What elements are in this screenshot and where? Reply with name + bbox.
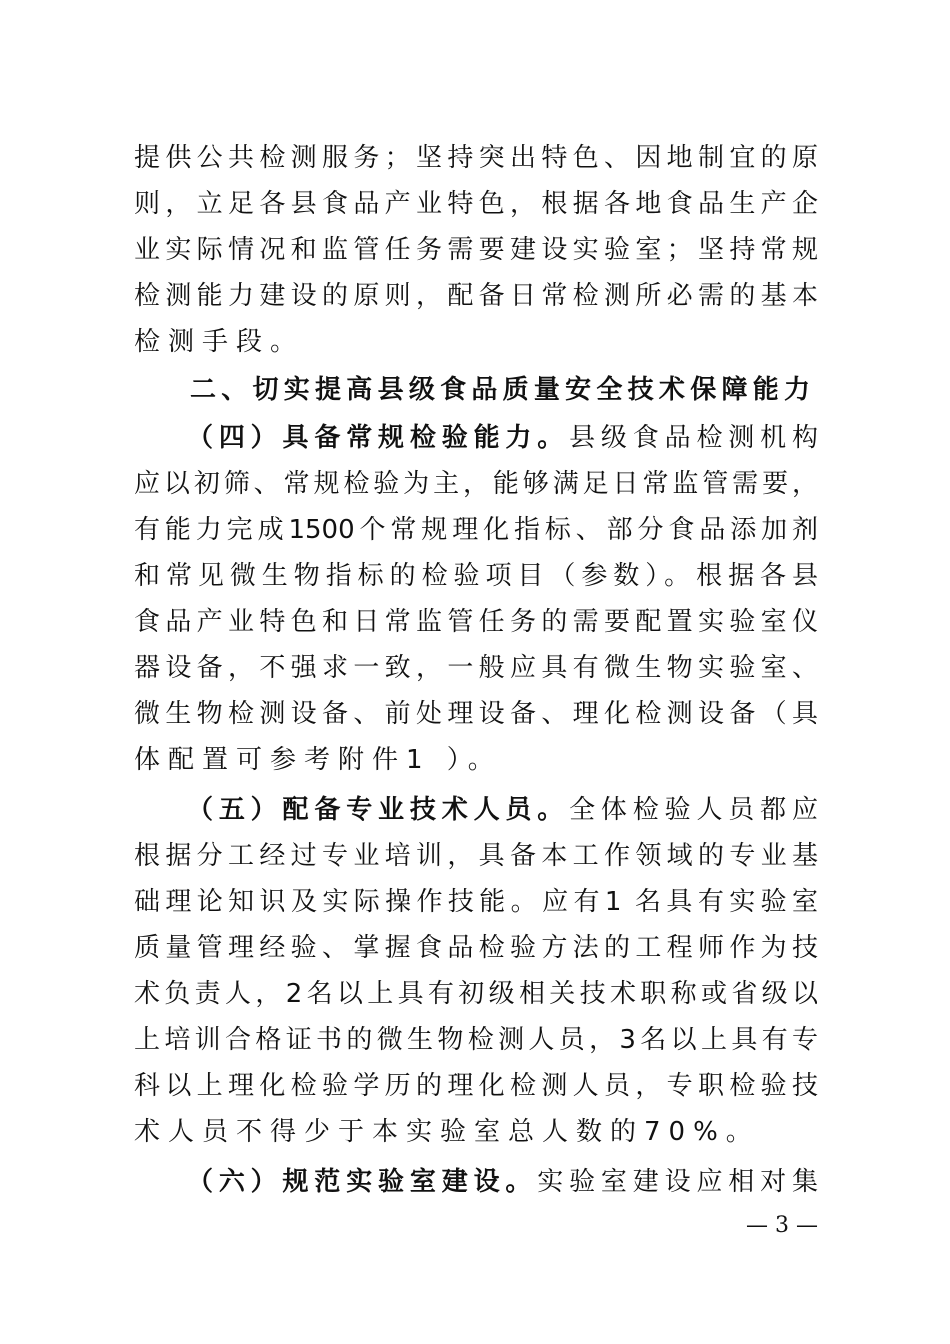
s4-line-5: 食品产业特色和日常监管任务的需要配置实验室仪 <box>134 607 818 637</box>
s5-line-1 <box>187 790 818 830</box>
s6-line-1 <box>187 1162 818 1202</box>
p1-line-5: 检测手段。 <box>134 327 305 357</box>
s5-line-8: 术人员不得少于本实验室总人数的70%。 <box>134 1117 760 1147</box>
page-number: — 3 — <box>746 1213 818 1238</box>
section-heading: 二、切实提高县级食品质量安全技术保障能力 <box>190 375 810 405</box>
p1-line-4: 检测能力建设的原则，配备日常检测所必需的基本 <box>134 281 818 311</box>
s6-line-1-text: 实验室建设应相对集 <box>537 1167 818 1197</box>
p1-line-1: 提供公共检测服务；坚持突出特色、因地制宜的原 <box>134 143 818 173</box>
s5-line-2: 根据分工经过专业培训，具备本工作领域的专业基 <box>134 841 818 871</box>
p1-line-3: 业实际情况和监管任务需要建设实验室；坚持常规 <box>134 235 818 265</box>
p1-line-2: 则，立足各县食品产业特色，根据各地食品生产企 <box>134 189 818 219</box>
s5-line-1-text: 全体检验人员都应 <box>569 795 818 825</box>
s4-line-7: 微生物检测设备、前处理设备、理化检测设备（具 <box>134 699 818 729</box>
s4-line-8: 体配置可参考附件1 ）。 <box>134 745 502 775</box>
s4-line-6: 器设备，不强求一致，一般应具有微生物实验室、 <box>134 653 818 683</box>
s5-line-5: 术负责人，2名以上具有初级相关技术职称或省级以 <box>134 979 818 1009</box>
s4-line-2: 应以初筛、常规检验为主，能够满足日常监管需要， <box>134 469 818 499</box>
s6-title: （六）规范实验室建设。 <box>187 1167 538 1197</box>
s5-line-3: 础理论知识及实际操作技能。应有1 名具有实验室 <box>134 887 818 917</box>
s5-line-7: 科以上理化检验学历的理化检测人员，专职检验技 <box>134 1071 818 1101</box>
s5-line-4: 质量管理经验、掌握食品检验方法的工程师作为技 <box>134 933 818 963</box>
s4-line-3: 有能力完成1500个常规理化指标、部分食品添加剂 <box>134 515 818 545</box>
s4-line-1-text: 县级食品检测机构 <box>569 423 818 453</box>
s5-title: （五）配备专业技术人员。 <box>187 795 570 825</box>
s4-line-1 <box>187 418 818 458</box>
s4-line-4: 和常见微生物指标的检验项目（参数）。根据各县 <box>134 561 818 591</box>
s5-line-6: 上培训合格证书的微生物检测人员，3名以上具有专 <box>134 1025 818 1055</box>
s4-title: （四）具备常规检验能力。 <box>187 423 570 453</box>
